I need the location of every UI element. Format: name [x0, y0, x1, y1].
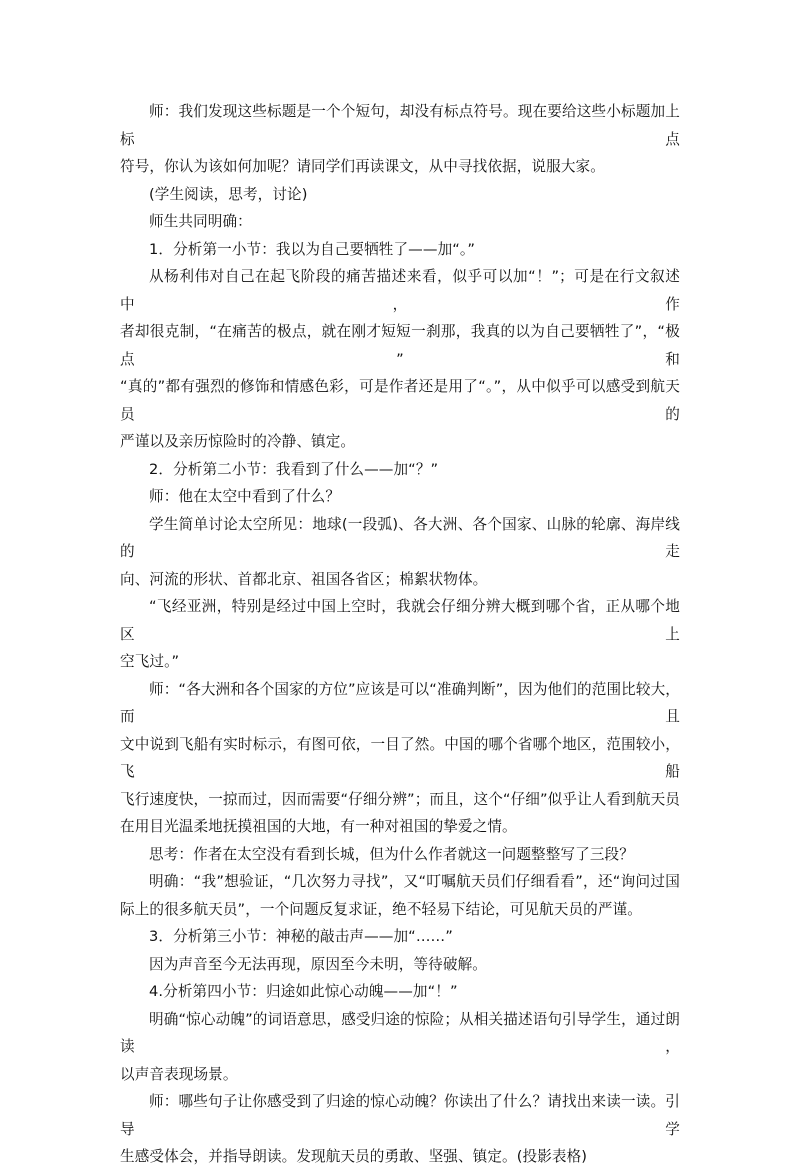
text-line: 文中说到飞船有实时标示，有图可依，一目了然。中国的哪个省哪个地区，范围较小，飞船 [120, 735, 680, 780]
text-line: (学生阅读，思考，讨论) [149, 185, 308, 203]
text-line: 生感受体会，并指导朗读。发现航天员的勇敢、坚强、镇定。(投影表格) [120, 1148, 588, 1165]
paragraph [120, 676, 680, 841]
text-line: 严谨以及亲历惊险时的冷静、镇定。 [120, 433, 356, 450]
paragraph [120, 923, 680, 951]
paragraph [120, 868, 680, 923]
text-line: 际上的很多航天员”，一个问题反复求证，绝不轻易下结论，可见航天员的严谨。 [120, 900, 642, 918]
paragraph [120, 236, 680, 264]
text-line: 在用目光温柔地抚摸祖国的大地，有一种对祖国的挚爱之情。 [120, 818, 517, 835]
paragraph [120, 1088, 680, 1171]
paragraph [120, 978, 680, 1006]
text-line: 符号，你认为该如何加呢？请同学们再读课文，从中寻找依据，说服大家。 [120, 158, 605, 175]
paragraph [120, 208, 680, 236]
text-line: 空飞过。” [120, 653, 180, 670]
paragraph [120, 483, 680, 511]
paragraph [120, 181, 680, 209]
text-line: 师生共同明确： [149, 213, 252, 230]
text-line: 3．分析第三小节：神秘的敲击声——加“……” [149, 928, 453, 945]
paragraph [120, 511, 680, 594]
text-line: “真的”都有强烈的修饰和情感色彩，可是作者还是用了“。”，从中似乎可以感受到航天员的 [120, 378, 680, 423]
paragraph [120, 1006, 680, 1089]
text-line: 因为声音至今无法再现，原因至今未明，等待破解。 [149, 955, 487, 973]
text-line: 师：哪些句子让你感受到了归途的惊心动魄？你读出了什么？请找出来读一读。引导学 [120, 1093, 680, 1138]
paragraph [120, 593, 680, 676]
text-line: 明确“惊心动魄”的词语意思，感受归途的惊险；从相关描述语句引导学生，通过朗读， [120, 1010, 680, 1055]
text-line: 以声音表现场景。 [120, 1065, 238, 1083]
text-line: “飞经亚洲，特别是经过中国上空时，我就会仔细分辨大概到哪个省，正从哪个地区上 [120, 598, 680, 643]
text-line: 学生简单讨论太空所见：地球(一段弧)、各大洲、各个国家、山脉的轮廓、海岸线的走 [120, 515, 680, 560]
text-line: 思考：作者在太空没有看到长城，但为什么作者就这一问题整整写了三段？ [149, 845, 634, 863]
paragraph [120, 98, 680, 181]
text-line: 飞行速度快，一掠而过，因而需要“仔细分辨”；而且，这个“仔细”似乎让人看到航天员 [120, 790, 680, 808]
text-line: 1．分析第一小节：我以为自己要牺牲了——加“。” [149, 240, 475, 258]
text-line: 4.分析第四小节：归途如此惊心动魄——加“！” [149, 983, 458, 1000]
text-line: 师：“各大洲和各个国家的方位”应该是可以“准确判断”，因为他们的范围比较大，而且 [120, 680, 680, 725]
paragraph [120, 951, 680, 979]
document-body [120, 98, 680, 1171]
text-line: 2．分析第二小节：我看到了什么——加“？” [149, 460, 439, 478]
text-line: 明确：“我”想验证，“几次努力寻找”，又“叮嘱航天员们仔细看看”，还“询问过国 [149, 873, 680, 890]
paragraph [120, 456, 680, 484]
paragraph [120, 263, 680, 456]
text-line: 者却很克制，“在痛苦的极点，就在刚才短短一刹那，我真的以为自己要牺牲了”，“极点”和 [120, 323, 680, 368]
text-line: 师：他在太空中看到了什么？ [149, 488, 341, 505]
text-line: 从杨利伟对自己在起飞阶段的痛苦描述来看，似乎可以加“！”；可是在行文叙述中，作 [120, 268, 680, 313]
text-line: 师：我们发现这些标题是一个个短句，却没有标点符号。现在要给这些小标题加上标点 [120, 103, 680, 148]
paragraph [120, 841, 680, 869]
text-line: 向、河流的形状、首都北京、祖国各省区；棉絮状物体。 [120, 570, 488, 588]
